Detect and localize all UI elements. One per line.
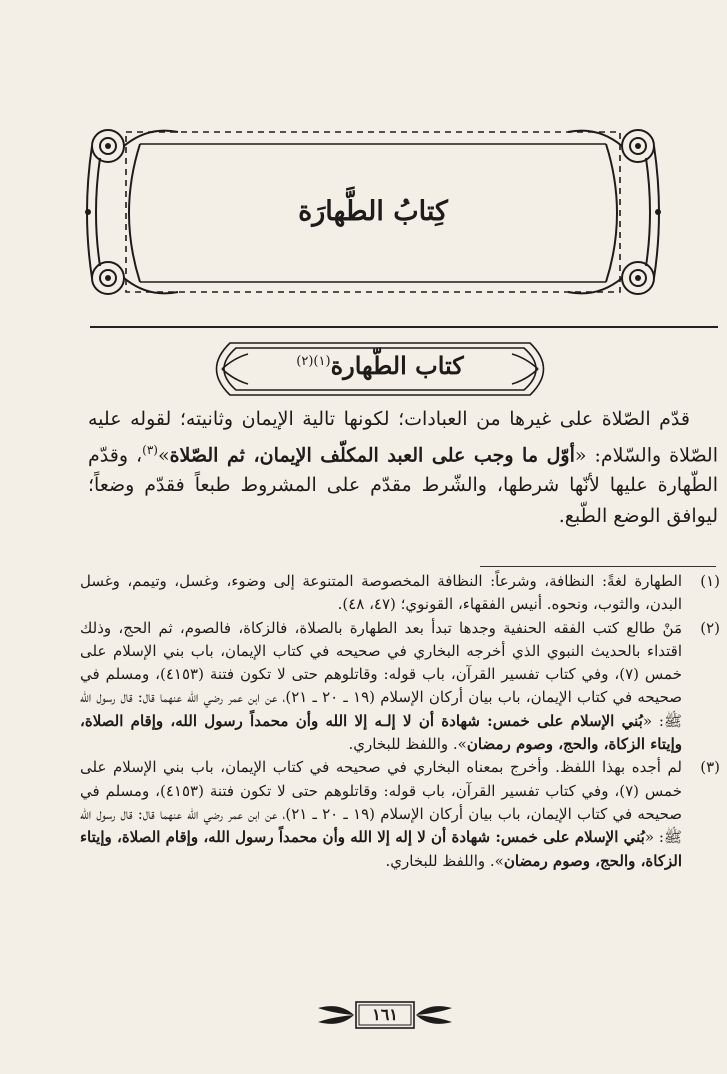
footnote-text-b: ». واللفظ للبخاري. — [348, 735, 467, 754]
body-text-3: ، وقدّم الطّهارة عليها لأنّها شرطها، والشّرط مقدّم على المشروط طبعاً فقدّم وضعاً؛ ليوافق الوضع الطّبع. — [88, 443, 718, 527]
chapter-footnote-refs: (١)(٢) — [296, 354, 331, 369]
section-divider — [90, 326, 718, 328]
footnote-1 — [80, 570, 720, 617]
book-title: كِتابُ الطَّهارَة — [298, 196, 448, 227]
footnote-number: (٢) — [700, 618, 720, 637]
footnote-number: (١) — [700, 572, 720, 590]
footnote-2 — [80, 617, 720, 757]
title-ornament-frame — [78, 118, 668, 308]
body-text-2: » — [157, 443, 170, 466]
footnote-ref-3: (٣) — [142, 442, 158, 457]
hadith-quote: أوّل ما وجب على العبد المكلّف الإيمان، ثم الصّلاة — [169, 443, 575, 466]
body-text — [88, 404, 718, 531]
footnote-hadith: بُني الإسلام على خمس: شهادة أن لا إله إلا الله وأن محمداً رسول الله، وإقام الصلاة، وإيتاء الزكاة، والحج، وصوم رمضان — [80, 828, 682, 870]
chapter-heading — [200, 340, 560, 398]
footnote-text-a: لم أجده بهذا اللفظ. وأخرج بمعناه البخاري في صحيحه في كتاب الإيمان، باب بني الإسلام على خمس (٧)، وفي كتاب تفسير القرآن، باب قوله: وقاتلوهم حتى لا تكون فتنة (٤١٥٣)، ومسلم في صحيحه في كتاب الإيمان، باب بيان أركان الإسلام (١٩ ـ ٢٠ ـ ٢١)، عن ابن عمر رضي الله عنهما قال: قال رسول الله ﷺ: « — [80, 758, 683, 847]
footnote-text — [80, 617, 682, 757]
chapter-title — [200, 351, 560, 380]
page-number: ١٦١ — [372, 1005, 398, 1024]
footnote-text-a: مَنْ طالع كتب الفقه الحنفية وجدها تبدأ بعد الطهارة بالصلاة، فالزكاة، فالصوم، ثم الحج، وذلك اقتداء بالحديث النبوي الذي أخرجه البخاري في صحيحه في كتاب الإيمان، باب بني الإسلام على خمس (٧)، وفي كتاب تفسير القرآن، باب قوله: وقاتلوهم حتى لا تكون فتنة (٤١٥٣)، ومسلم في صحيحه في كتاب الإيمان، باب بيان أركان الإسلام (١٩ ـ ٢٠ ـ ٢١)، عن ابن عمر رضي الله عنهما قال: قال رسول الله ﷺ: « — [80, 618, 683, 730]
footnote-3 — [80, 756, 720, 872]
body-text-1: قدّم الصّلاة على غيرها من العبادات؛ لكونها تالية الإيمان وثانيته؛ لقوله عليه الصّلاة والسّلام: « — [88, 408, 718, 466]
page-number-box — [310, 1000, 460, 1030]
footnote-text: الطهارة لغةً: النظافة، وشرعاً: النظافة المخصوصة المتنوعة إلى وضوء، وغسل، وتيمم، وغسل البدن، والثوب، ونحوه. أنيس الفقهاء، القونوي؛ (٤٧، ٤٨). — [80, 572, 682, 614]
footnote-text — [80, 756, 682, 872]
footnote-text-b: ». واللفظ للبخاري. — [385, 851, 504, 870]
footnote-hadith: بُني الإسلام على خمس: شهادة أن لا إلـه إلا الله وأن محمداً رسول الله، وإقام الصلاة، وإيتاء الزكاة، والحج، وصوم رمضان — [80, 711, 682, 754]
footnote-divider — [480, 566, 716, 567]
footnotes — [80, 570, 720, 873]
body-paragraph — [88, 404, 718, 531]
footnote-number: (٣) — [700, 758, 720, 777]
chapter-title-text: كتاب الطّهارة — [330, 351, 464, 380]
